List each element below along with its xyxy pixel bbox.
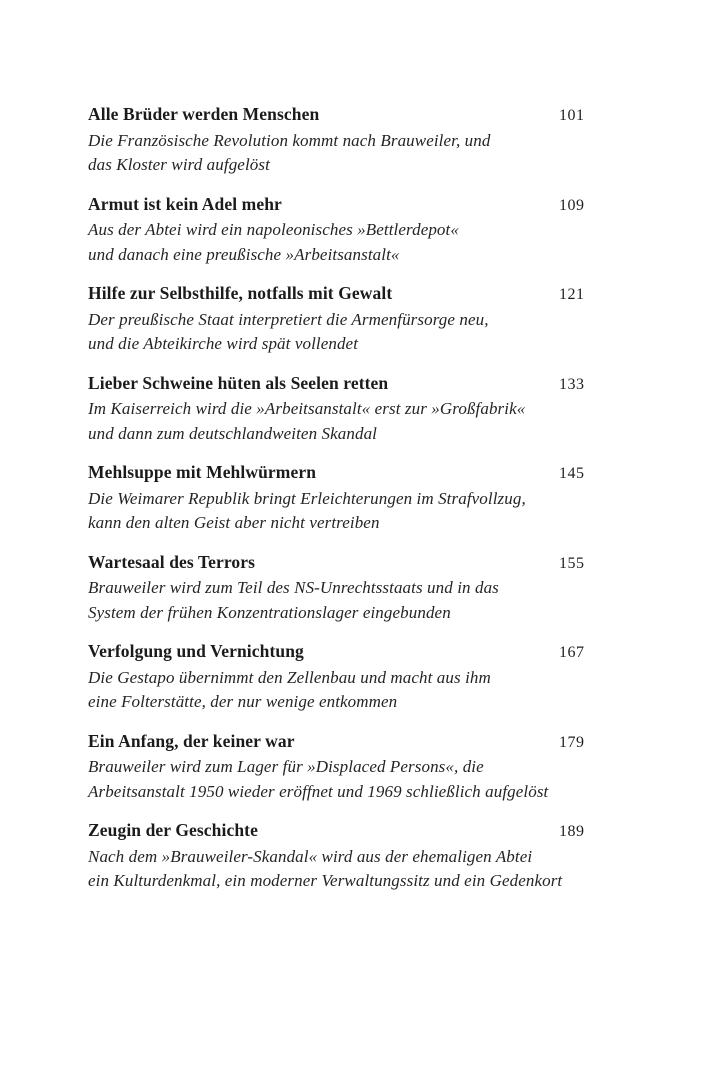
- toc-entry-head: [88, 460, 608, 487]
- chapter-subtitle-line: System der frühen Konzentrationslager eingebunden: [88, 602, 451, 622]
- toc-entry-head: [88, 281, 608, 308]
- chapter-subtitle-line: Der preußische Staat interpretiert die Armenfürsorge neu,: [88, 309, 489, 329]
- chapter-title: Mehlsuppe mit Mehlwürmern: [88, 462, 317, 482]
- toc-entry: [88, 460, 608, 536]
- toc-entry-head: [88, 550, 608, 577]
- chapter-subtitle-line: Brauweiler wird zum Teil des NS-Unrechtsstaats und in das: [88, 578, 499, 597]
- chapter-subtitle-line: Aus der Abtei wird ein napoleonisches »Bettlerdepot«: [88, 220, 459, 239]
- chapter-subtitle: [88, 218, 608, 267]
- chapter-subtitle-line: eine Folterstätte, der nur wenige entkommen: [88, 692, 398, 711]
- chapter-subtitle: [88, 397, 608, 446]
- toc-entry: [88, 192, 608, 268]
- chapter-subtitle: [88, 845, 608, 894]
- chapter-title: Hilfe zur Selbsthilfe, notfalls mit Gewalt: [88, 283, 393, 303]
- chapter-page-number: 145: [559, 465, 585, 482]
- chapter-page-number: 121: [559, 286, 585, 303]
- chapter-subtitle-line: Die Französische Revolution kommt nach Brauweiler, und: [88, 130, 491, 150]
- toc-entry: [88, 550, 608, 626]
- chapter-subtitle-line: und dann zum deutschlandweiten Skandal: [88, 423, 377, 443]
- toc-entry: [88, 818, 608, 894]
- toc-entry: [88, 729, 608, 805]
- chapter-subtitle: [88, 576, 608, 625]
- chapter-subtitle-line: Die Weimarer Republik bringt Erleichterungen im Strafvollzug,: [88, 488, 526, 508]
- chapter-subtitle: [88, 487, 608, 536]
- chapter-title: Lieber Schweine hüten als Seelen retten: [88, 372, 389, 393]
- chapter-subtitle: [88, 129, 608, 178]
- toc-entry-head: [88, 102, 608, 129]
- chapter-title: Zeugin der Geschichte: [88, 820, 258, 840]
- chapter-subtitle: [88, 308, 608, 357]
- chapter-subtitle: [88, 666, 608, 715]
- chapter-subtitle-line: kann den alten Geist aber nicht vertreiben: [88, 513, 380, 532]
- chapter-subtitle-line: Brauweiler wird zum Lager für »Displaced Persons«, die: [88, 757, 484, 776]
- chapter-title: Armut ist kein Adel mehr: [88, 193, 282, 214]
- toc-entry-head: [88, 639, 608, 666]
- chapter-page-number: 109: [559, 196, 585, 214]
- chapter-page-number: 179: [559, 733, 585, 751]
- chapter-subtitle-line: ein Kulturdenkmal, ein moderner Verwaltungssitz und ein Gedenkort: [88, 871, 563, 890]
- toc-entry: [88, 102, 608, 178]
- toc-entry-head: [88, 729, 608, 756]
- toc-entry-head: [88, 192, 608, 219]
- chapter-subtitle-line: und danach eine preußische »Arbeitsanstalt«: [88, 244, 400, 264]
- chapter-subtitle-line: Nach dem »Brauweiler-Skandal« wird aus der ehemaligen Abtei: [88, 846, 533, 866]
- chapter-title: Verfolgung und Vernichtung: [88, 641, 304, 661]
- chapter-subtitle-line: das Kloster wird aufgelöst: [88, 155, 270, 174]
- chapter-title: Ein Anfang, der keiner war: [88, 730, 295, 751]
- toc-entry: [88, 371, 608, 447]
- toc-entry: [88, 639, 608, 715]
- chapter-subtitle-line: Die Gestapo übernimmt den Zellenbau und macht aus ihm: [88, 667, 491, 687]
- chapter-title: Wartesaal des Terrors: [88, 551, 256, 572]
- toc-entry-head: [88, 371, 608, 398]
- toc-entry-head: [88, 818, 608, 845]
- chapter-title: Alle Brüder werden Menschen: [88, 104, 320, 124]
- chapter-page-number: 101: [559, 107, 585, 124]
- chapter-subtitle: [88, 755, 608, 804]
- chapter-page-number: 155: [559, 554, 585, 572]
- chapter-subtitle-line: Im Kaiserreich wird die »Arbeitsanstalt« erst zur »Großfabrik«: [88, 399, 526, 418]
- chapter-subtitle-line: Arbeitsanstalt 1950 wieder eröffnet und 1969 schließlich aufgelöst: [88, 781, 549, 801]
- chapter-page-number: 133: [559, 375, 585, 393]
- chapter-page-number: 167: [559, 644, 585, 661]
- chapter-subtitle-line: und die Abteikirche wird spät vollendet: [88, 334, 359, 353]
- toc-entry: [88, 281, 608, 357]
- chapter-page-number: 189: [559, 823, 585, 840]
